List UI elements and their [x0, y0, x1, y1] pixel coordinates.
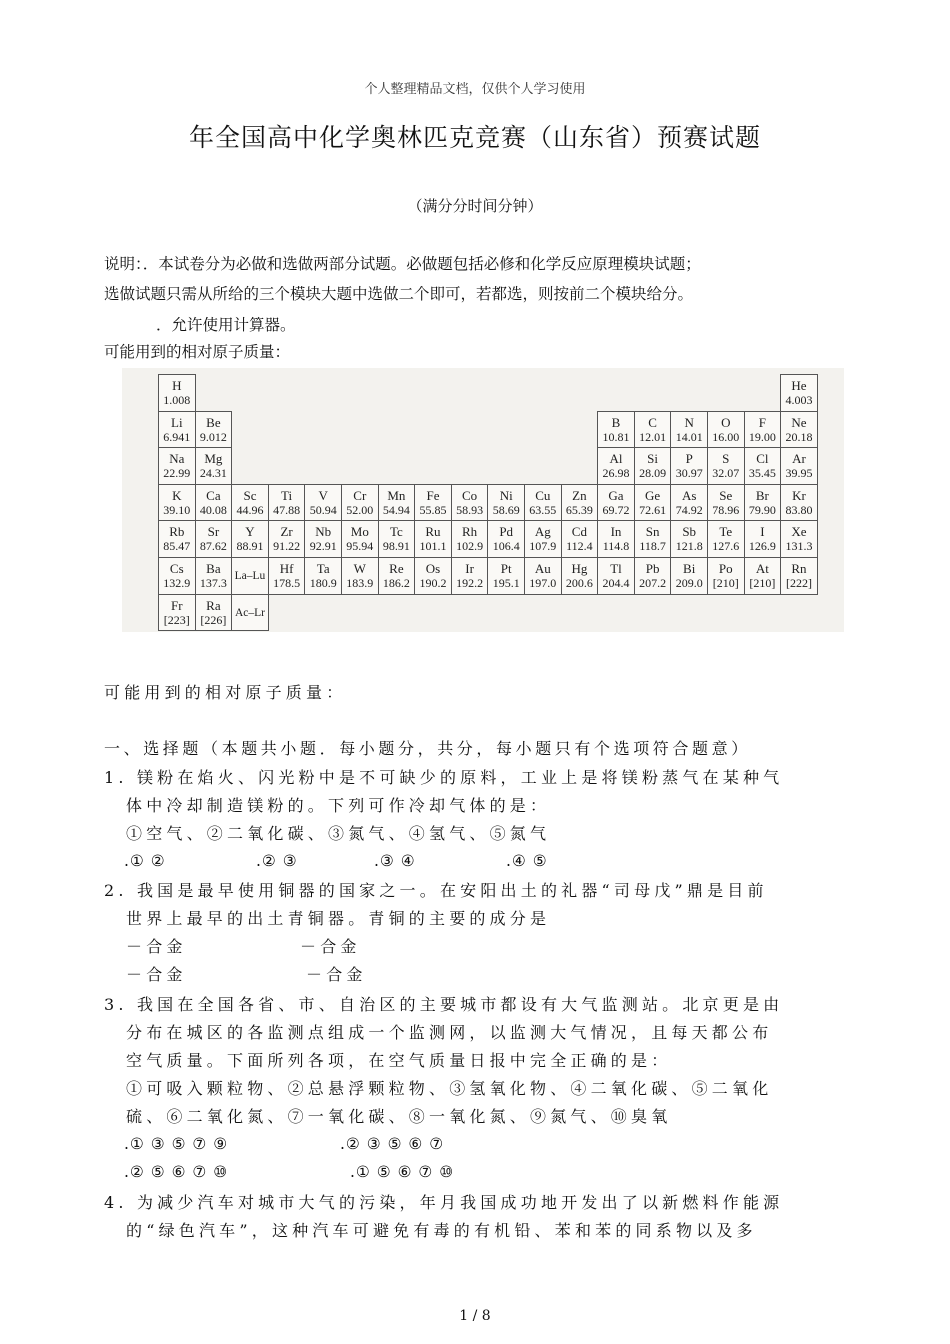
element-cell-h: [158, 374, 196, 412]
element-mass: 114.8: [602, 539, 630, 554]
element-mass: [226]: [200, 612, 227, 627]
element-cell-cu: [524, 484, 562, 522]
atomic-mass-label: 可能用到的相对原子质量：: [104, 683, 347, 702]
element-symbol: Ar: [792, 451, 806, 467]
q2-option-d: －合金: [306, 965, 367, 984]
element-mass: 65.39: [565, 502, 593, 517]
element-cell-mn: [378, 484, 416, 522]
element-symbol: Cs: [169, 561, 184, 576]
element-symbol: Mg: [204, 451, 223, 467]
element-mass: 106.4: [492, 539, 520, 554]
element-cell-tc: [378, 520, 416, 558]
element-cell-rn: [780, 557, 818, 595]
element-cell-ca: [195, 484, 233, 522]
element-symbol: Ac–Lr: [234, 606, 265, 619]
element-cell-zn: [561, 484, 599, 522]
element-mass: 200.6: [565, 576, 593, 590]
element-cell-au: [524, 557, 562, 595]
element-cell-tl: [597, 557, 635, 595]
element-mass: 72.61: [639, 502, 667, 517]
element-symbol: Sr: [207, 524, 220, 540]
element-cell-he: [780, 374, 818, 412]
element-mass: 192.2: [456, 576, 484, 590]
element-symbol: Hg: [571, 561, 588, 576]
element-cell-rb: [158, 520, 196, 558]
element-symbol: Te: [719, 524, 733, 540]
element-mass: 102.9: [456, 539, 484, 554]
element-mass: 32.07: [712, 466, 740, 481]
element-cell-xe: [780, 520, 818, 558]
element-cell-sn: [634, 520, 672, 558]
section-heading: 一、选择题（本题共小题．每小题分，共分，每小题只有个选项符合题意）: [104, 739, 751, 758]
element-mass: 47.88: [273, 502, 301, 517]
element-cell-co: [451, 484, 489, 522]
element-cell-y: [231, 520, 269, 558]
q2-line-2: 世界上最早的出土青铜器。青铜的主要的成分是: [126, 909, 551, 928]
element-mass: 195.1: [492, 576, 520, 590]
document-title: 年全国高中化学奥林匹克竞赛（山东省）预赛试题: [188, 123, 761, 152]
element-mass: 55.85: [419, 502, 447, 517]
q2-option-a: －合金: [126, 937, 187, 956]
element-symbol: Pd: [499, 524, 514, 540]
q1-option-b: .② ③: [256, 852, 298, 870]
element-cell-b: [597, 411, 635, 449]
element-mass: 9.012: [199, 429, 227, 444]
element-symbol: Y: [245, 524, 255, 540]
note-line-4: 可能用到的相对原子质量：: [104, 343, 291, 361]
element-mass: 186.2: [382, 576, 410, 590]
element-mass: [210]: [712, 576, 739, 590]
element-symbol: Na: [169, 451, 185, 467]
element-cell-cl: [744, 447, 782, 485]
element-symbol: Ne: [791, 414, 807, 430]
element-mass: 19.00: [748, 429, 776, 444]
element-symbol: O: [721, 414, 731, 430]
element-cell-cd: [561, 520, 599, 558]
element-symbol: Si: [647, 451, 659, 467]
q4-line-1: 4. 为减少汽车对城市大气的污染，年月我国成功地开发出了以新燃料作能源: [104, 1193, 784, 1212]
element-symbol: Al: [609, 451, 623, 467]
element-cell-mo: [341, 520, 379, 558]
element-cell-ra: [195, 594, 233, 632]
element-symbol: Ge: [645, 487, 661, 503]
note-line-2: 选做试题只需从所给的三个模块大题中选做二个即可，若都选，则按前二个模块给分。: [104, 285, 694, 303]
element-cell-i: [744, 520, 782, 558]
q1-option-a: .① ②: [124, 852, 166, 870]
element-symbol: Li: [171, 414, 183, 430]
element-cell-ta: [304, 557, 342, 595]
element-mass: 126.9: [748, 539, 776, 554]
element-mass: 98.91: [382, 539, 410, 554]
element-symbol: Pt: [500, 561, 512, 576]
element-cell-hf: [268, 557, 306, 595]
element-mass: 121.8: [675, 539, 703, 554]
element-symbol: Bi: [683, 561, 696, 576]
element-symbol: Au: [534, 561, 551, 576]
element-mass: [222]: [785, 576, 812, 590]
element-symbol: Rb: [169, 524, 185, 540]
element-symbol: Pb: [645, 561, 660, 576]
q3-option-a: .① ③ ⑤ ⑦ ⑨: [124, 1135, 229, 1153]
q1-line-2: 体中冷却制造镁粉的。下列可作冷却气体的是：: [126, 796, 551, 815]
element-symbol: He: [791, 378, 807, 393]
element-mass: 92.91: [309, 539, 337, 554]
element-cell-br: [744, 484, 782, 522]
element-mass: 85.47: [163, 539, 191, 554]
element-cell-f: [744, 411, 782, 449]
element-cell-al: [597, 447, 635, 485]
element-cell-fe: [414, 484, 452, 522]
element-cell-in: [597, 520, 635, 558]
element-cell-na: [158, 447, 196, 485]
element-mass: 26.98: [602, 466, 630, 481]
document-subtitle: （满分分时间分钟）: [407, 197, 543, 215]
element-cell-w: [341, 557, 379, 595]
element-mass: 39.10: [163, 502, 191, 517]
element-symbol: S: [722, 451, 730, 467]
element-cell-at: [744, 557, 782, 595]
element-cell-po: [707, 557, 745, 595]
q2-line-1: 2. 我国是最早使用铜器的国家之一。在安阳出土的礼器“司母戊”鼎是目前: [104, 881, 768, 900]
element-symbol: Sn: [645, 524, 660, 540]
q4-line-2: 的“绿色汽车”，这种汽车可避免有毒的有机铅、苯和苯的同系物以及多: [126, 1221, 757, 1240]
element-mass: 35.45: [748, 466, 776, 481]
element-symbol: Os: [425, 561, 441, 576]
element-symbol: W: [353, 561, 366, 576]
element-mass: 10.81: [602, 429, 630, 444]
element-symbol: Rh: [462, 524, 478, 540]
element-symbol: At: [755, 561, 769, 576]
element-cell-c: [634, 411, 672, 449]
element-symbol: Po: [718, 561, 733, 576]
element-cell-te: [707, 520, 745, 558]
q3-line-2: 分布在城区的各监测点组成一个监测网，以监测大气情况，且每天都公布: [126, 1023, 773, 1042]
q1-line-1: 1. 镁粉在焰火、闪光粉中是不可缺少的原料，工业上是将镁粉蒸气在某种气: [104, 768, 784, 787]
element-symbol: I: [760, 524, 765, 540]
element-cell-aclr: [231, 594, 269, 632]
element-cell-s: [707, 447, 745, 485]
element-mass: 16.00: [712, 429, 740, 444]
element-mass: 87.62: [199, 539, 227, 554]
element-cell-pb: [634, 557, 672, 595]
element-cell-rh: [451, 520, 489, 558]
q1-option-c: .③ ④: [374, 852, 416, 870]
q1-option-d: .④ ⑤: [506, 852, 548, 870]
element-mass: 58.69: [492, 502, 520, 517]
element-mass: 88.91: [236, 539, 264, 554]
element-mass: 107.9: [529, 539, 557, 554]
element-mass: 204.4: [602, 576, 630, 590]
element-cell-ti: [268, 484, 306, 522]
element-mass: 190.2: [419, 576, 447, 590]
element-symbol: Zn: [572, 487, 587, 503]
element-mass: 24.31: [199, 466, 227, 481]
page-number: 1 / 8: [459, 1308, 491, 1324]
element-mass: 74.92: [675, 502, 703, 517]
element-cell-ga: [597, 484, 635, 522]
element-mass: 127.6: [712, 539, 740, 554]
element-cell-as: [670, 484, 708, 522]
element-mass: 132.9: [163, 576, 191, 590]
element-symbol: F: [758, 414, 766, 430]
q1-line-3: ①空气、②二氧化碳、③氮气、④氢气、⑤氮气: [126, 824, 551, 843]
element-cell-mg: [195, 447, 233, 485]
element-symbol: C: [648, 414, 657, 430]
element-mass: 79.90: [748, 502, 776, 517]
element-mass: 137.3: [199, 576, 227, 590]
element-cell-se: [707, 484, 745, 522]
element-cell-k: [158, 484, 196, 522]
element-symbol: Hf: [279, 561, 294, 576]
element-symbol: Se: [719, 487, 733, 503]
periodic-table: [122, 368, 844, 632]
element-symbol: Ga: [608, 487, 624, 503]
element-cell-sc: [231, 484, 269, 522]
element-symbol: Cu: [535, 487, 551, 503]
element-cell-be: [195, 411, 233, 449]
q3-option-b: .② ③ ⑤ ⑥ ⑦: [340, 1135, 445, 1153]
element-mass: 207.2: [639, 576, 667, 590]
element-mass: 50.94: [309, 502, 337, 517]
element-symbol: Ti: [281, 487, 293, 503]
element-symbol: Fr: [171, 597, 183, 613]
q2-option-b: －合金: [300, 937, 361, 956]
element-mass: 78.96: [712, 502, 740, 517]
element-mass: 69.72: [602, 502, 630, 517]
element-cell-o: [707, 411, 745, 449]
element-mass: 131.3: [785, 539, 813, 554]
element-cell-fr: [158, 594, 196, 632]
element-cell-re: [378, 557, 416, 595]
element-symbol: N: [684, 414, 694, 430]
element-mass: 180.9: [309, 576, 337, 590]
element-cell-ag: [524, 520, 562, 558]
element-symbol: H: [172, 378, 182, 393]
element-symbol: Cl: [756, 451, 769, 467]
element-cell-cs: [158, 557, 196, 595]
element-mass: 40.08: [199, 502, 227, 517]
element-mass: 183.9: [346, 576, 374, 590]
element-mass: 1.008: [163, 393, 191, 407]
element-cell-zr: [268, 520, 306, 558]
element-cell-ba: [195, 557, 233, 595]
element-symbol: Tc: [389, 524, 403, 540]
element-cell-pd: [487, 520, 525, 558]
element-symbol: Tl: [610, 561, 622, 576]
element-symbol: Be: [206, 414, 221, 430]
element-cell-ge: [634, 484, 672, 522]
element-mass: [210]: [749, 576, 776, 590]
element-mass: 28.09: [639, 466, 667, 481]
element-mass: 14.01: [675, 429, 703, 444]
q2-option-c: －合金: [126, 965, 187, 984]
element-mass: 30.97: [675, 466, 703, 481]
element-mass: 95.94: [346, 539, 374, 554]
q3-line-5: 硫、⑥二氧化氮、⑦一氧化碳、⑧一氧化氮、⑨氮气、⑩臭氧: [126, 1107, 672, 1126]
element-cell-p: [670, 447, 708, 485]
element-cell-n: [670, 411, 708, 449]
q3-option-d: .① ⑤ ⑥ ⑦ ⑩: [350, 1163, 455, 1181]
element-symbol: Ni: [499, 487, 513, 503]
element-mass: 54.94: [382, 502, 410, 517]
element-symbol: P: [685, 451, 693, 467]
element-symbol: B: [611, 414, 621, 430]
element-mass: 44.96: [236, 502, 264, 517]
element-cell-ir: [451, 557, 489, 595]
element-symbol: K: [172, 487, 182, 503]
element-symbol: Mo: [350, 524, 369, 540]
element-symbol: Cr: [353, 487, 367, 503]
element-symbol: Ag: [534, 524, 551, 540]
element-symbol: As: [681, 487, 697, 503]
element-mass: 112.4: [566, 539, 593, 554]
element-cell-ne: [780, 411, 818, 449]
element-cell-sr: [195, 520, 233, 558]
q3-line-1: 3. 我国在全国各省、市、自治区的主要城市都设有大气监测站。北京更是由: [104, 995, 784, 1014]
element-mass: 20.18: [785, 429, 813, 444]
element-symbol: Ca: [206, 487, 221, 503]
element-symbol: Ru: [425, 524, 441, 540]
element-cell-si: [634, 447, 672, 485]
element-symbol: Sc: [243, 487, 257, 503]
element-symbol: Kr: [792, 487, 806, 503]
element-symbol: Nb: [315, 524, 332, 540]
note-line-1: 说明：．本试卷分为必做和选做两部分试题。必做题包括必修和化学反应原理模块试题；: [104, 255, 701, 273]
note-line-3: ．允许使用计算器。: [156, 316, 296, 334]
element-cell-lalu: [231, 557, 269, 595]
element-cell-ar: [780, 447, 818, 485]
element-cell-nb: [304, 520, 342, 558]
element-symbol: Mn: [387, 487, 406, 503]
element-mass: 101.1: [419, 539, 447, 554]
element-cell-os: [414, 557, 452, 595]
q3-option-c: .② ⑤ ⑥ ⑦ ⑩: [124, 1163, 229, 1181]
element-symbol: Ba: [206, 561, 221, 576]
element-symbol: Br: [755, 487, 769, 503]
element-mass: 58.93: [456, 502, 484, 517]
element-mass: 22.99: [163, 466, 191, 481]
element-mass: [223]: [163, 612, 190, 627]
q3-line-3: 空气质量。下面所列各项，在空气质量日报中完全正确的是：: [126, 1051, 672, 1070]
element-symbol: Sb: [682, 524, 697, 540]
element-cell-pt: [487, 557, 525, 595]
element-symbol: Zr: [280, 524, 293, 540]
element-symbol: Xe: [791, 524, 807, 540]
element-mass: 6.941: [163, 429, 191, 444]
element-cell-sb: [670, 520, 708, 558]
element-symbol: Ir: [465, 561, 474, 576]
element-symbol: Co: [462, 487, 478, 503]
element-symbol: Ra: [206, 597, 221, 613]
element-mass: 63.55: [529, 502, 557, 517]
element-symbol: V: [318, 487, 328, 503]
element-cell-cr: [341, 484, 379, 522]
page-header: 个人整理精品文档，仅供个人学习使用: [364, 82, 586, 97]
element-mass: 91.22: [273, 539, 301, 554]
element-cell-ru: [414, 520, 452, 558]
element-mass: 118.7: [639, 539, 666, 554]
element-symbol: Rn: [791, 561, 807, 576]
element-mass: 52.00: [346, 502, 374, 517]
element-cell-v: [304, 484, 342, 522]
q3-line-4: ①可吸入颗粒物、②总悬浮颗粒物、③氢氧化物、④二氧化碳、⑤二氧化: [126, 1079, 773, 1098]
element-cell-kr: [780, 484, 818, 522]
element-symbol: Re: [389, 561, 404, 576]
element-mass: 83.80: [785, 502, 813, 517]
element-mass: 209.0: [675, 576, 703, 590]
element-symbol: La–Lu: [234, 570, 266, 582]
element-mass: 197.0: [529, 576, 557, 590]
element-mass: 4.003: [785, 393, 813, 407]
element-symbol: Ta: [316, 561, 330, 576]
element-symbol: Cd: [571, 524, 587, 540]
element-cell-bi: [670, 557, 708, 595]
element-mass: 39.95: [785, 466, 813, 481]
element-symbol: In: [610, 524, 622, 540]
element-cell-li: [158, 411, 196, 449]
element-cell-hg: [561, 557, 599, 595]
element-symbol: Fe: [426, 487, 440, 503]
element-mass: 178.5: [273, 576, 301, 590]
element-mass: 12.01: [639, 429, 667, 444]
element-cell-ni: [487, 484, 525, 522]
